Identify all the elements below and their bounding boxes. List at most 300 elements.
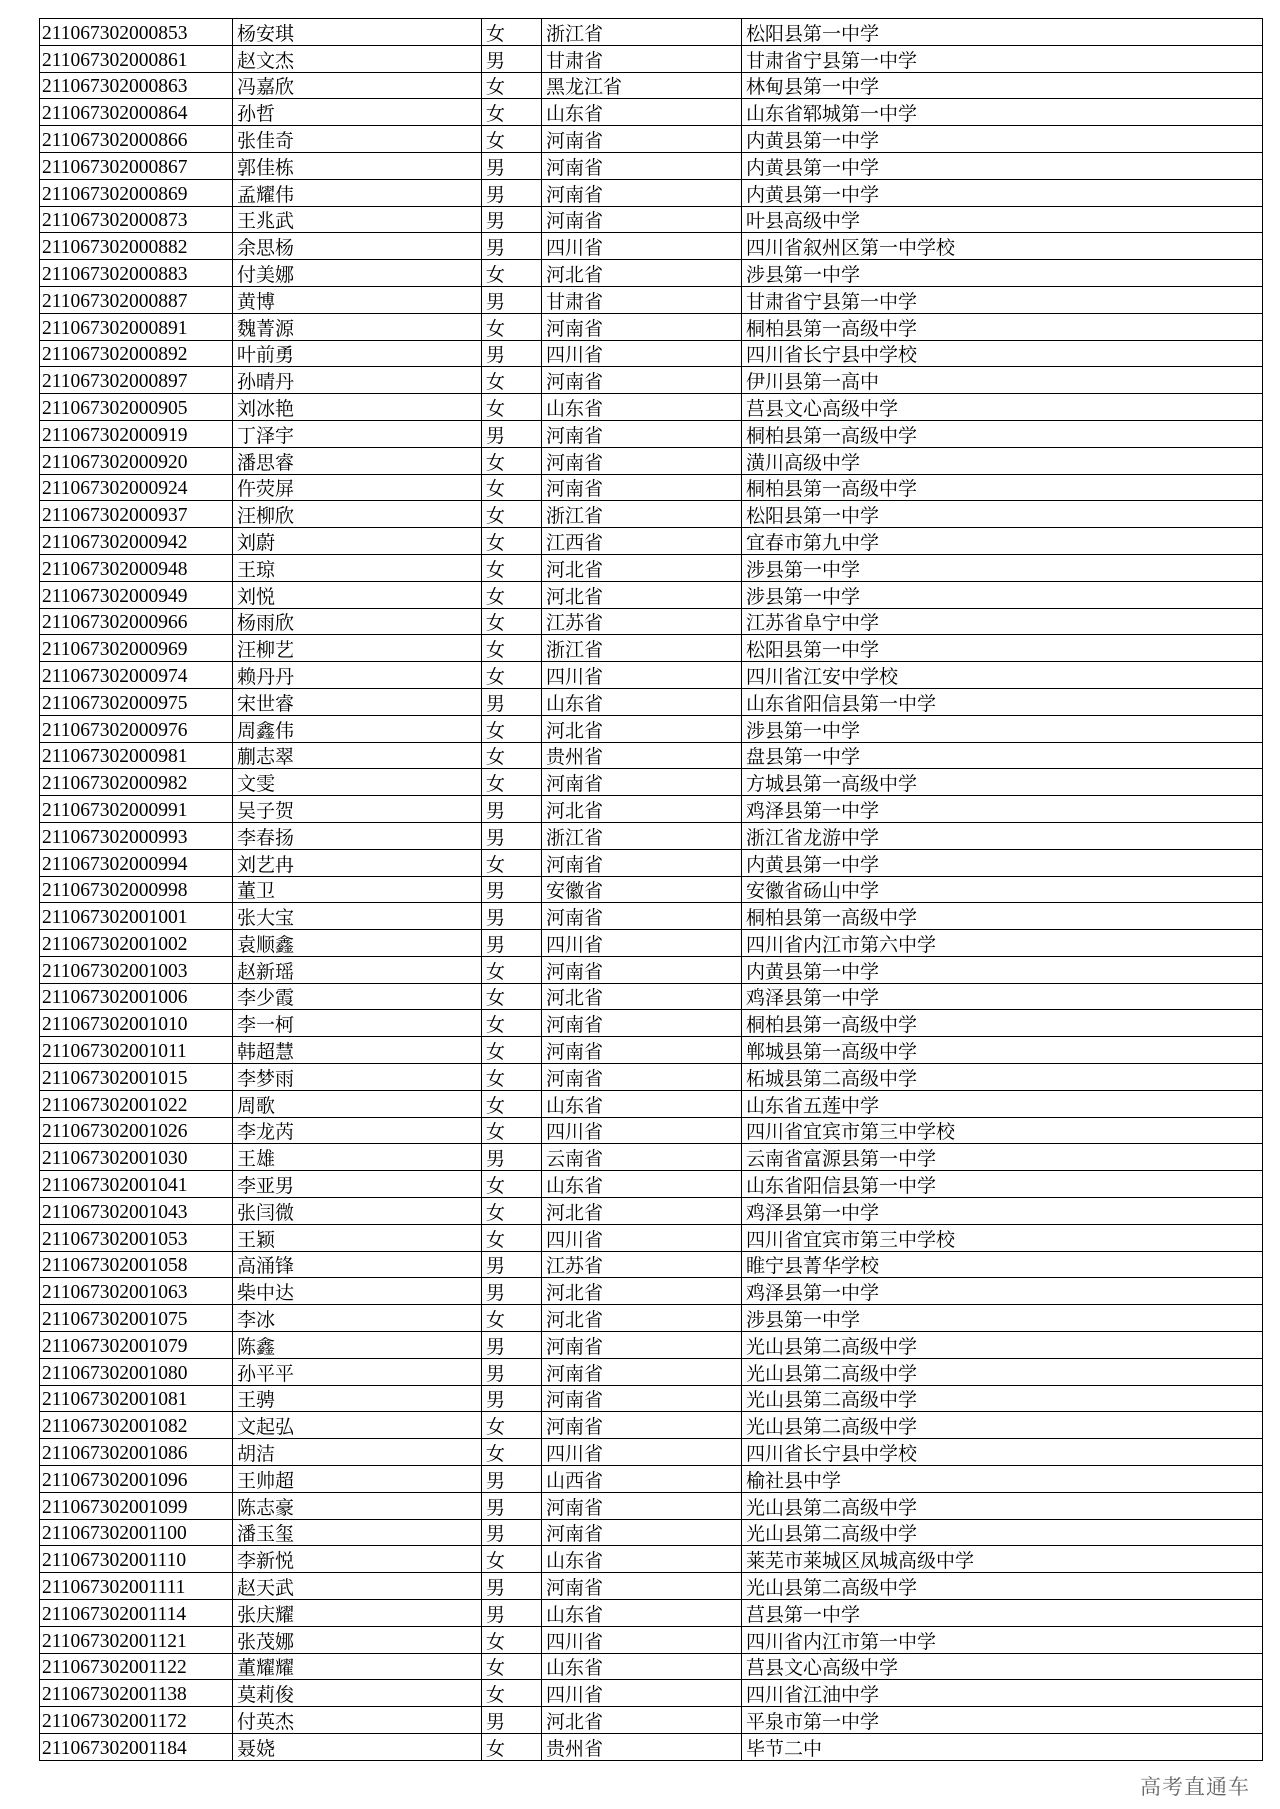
province-cell: 河北省 <box>542 715 742 742</box>
table-row <box>40 1064 1263 1091</box>
table-row <box>40 286 1263 313</box>
name-cell: 李冰 <box>233 1305 482 1332</box>
gender-cell: 男 <box>482 1385 542 1412</box>
province-cell: 河南省 <box>542 367 742 394</box>
name-cell: 袁顺鑫 <box>233 930 482 957</box>
gender-cell: 女 <box>482 1412 542 1439</box>
gender-cell: 男 <box>482 420 542 447</box>
name-cell: 杨雨欣 <box>233 608 482 635</box>
table-row <box>40 608 1263 635</box>
exam-id-cell: 211067302001172 <box>40 1707 233 1734</box>
name-cell: 韩超慧 <box>233 1037 482 1064</box>
school-cell: 甘肃省宁县第一中学 <box>742 45 1263 72</box>
gender-cell: 男 <box>482 1707 542 1734</box>
name-cell: 孙晴丹 <box>233 367 482 394</box>
exam-id-cell: 211067302000924 <box>40 474 233 501</box>
table-row <box>40 313 1263 340</box>
school-cell: 涉县第一中学 <box>742 554 1263 581</box>
province-cell: 四川省 <box>542 1439 742 1466</box>
table-row <box>40 1600 1263 1627</box>
school-cell: 莒县文心高级中学 <box>742 1653 1263 1680</box>
province-cell: 江苏省 <box>542 608 742 635</box>
name-cell: 丁泽宇 <box>233 420 482 447</box>
gender-cell: 女 <box>482 1090 542 1117</box>
province-cell: 河北省 <box>542 1278 742 1305</box>
name-cell: 王颖 <box>233 1224 482 1251</box>
name-cell: 胡洁 <box>233 1439 482 1466</box>
gender-cell: 女 <box>482 1117 542 1144</box>
table-row <box>40 1251 1263 1278</box>
exam-id-cell: 211067302001075 <box>40 1305 233 1332</box>
table-row <box>40 1224 1263 1251</box>
name-cell: 王帅超 <box>233 1466 482 1493</box>
name-cell: 汪柳欣 <box>233 501 482 528</box>
school-cell: 松阳县第一中学 <box>742 635 1263 662</box>
exam-id-cell: 211067302000948 <box>40 554 233 581</box>
name-cell: 赵天武 <box>233 1573 482 1600</box>
gender-cell: 女 <box>482 1305 542 1332</box>
gender-cell: 女 <box>482 849 542 876</box>
province-cell: 山西省 <box>542 1466 742 1493</box>
table-row <box>40 1332 1263 1359</box>
school-cell: 柘城县第二高级中学 <box>742 1064 1263 1091</box>
gender-cell: 女 <box>482 501 542 528</box>
province-cell: 甘肃省 <box>542 286 742 313</box>
exam-id-cell: 211067302000869 <box>40 179 233 206</box>
province-cell: 河南省 <box>542 956 742 983</box>
school-cell: 山东省郓城第一中学 <box>742 99 1263 126</box>
name-cell: 赵文杰 <box>233 45 482 72</box>
province-cell: 河北省 <box>542 796 742 823</box>
gender-cell: 女 <box>482 662 542 689</box>
table-row <box>40 367 1263 394</box>
province-cell: 四川省 <box>542 662 742 689</box>
gender-cell: 男 <box>482 796 542 823</box>
name-cell: 张闫微 <box>233 1198 482 1225</box>
exam-id-cell: 211067302000863 <box>40 72 233 99</box>
exam-id-cell: 211067302000861 <box>40 45 233 72</box>
school-cell: 光山县第二高级中学 <box>742 1573 1263 1600</box>
exam-id-cell: 211067302001010 <box>40 1010 233 1037</box>
table-row <box>40 1117 1263 1144</box>
school-cell: 光山县第二高级中学 <box>742 1385 1263 1412</box>
province-cell: 江西省 <box>542 528 742 555</box>
table-row <box>40 769 1263 796</box>
name-cell: 李亚男 <box>233 1171 482 1198</box>
school-cell: 光山县第二高级中学 <box>742 1412 1263 1439</box>
name-cell: 冯嘉欣 <box>233 72 482 99</box>
school-cell: 山东省五莲中学 <box>742 1090 1263 1117</box>
school-cell: 四川省江安中学校 <box>742 662 1263 689</box>
name-cell: 孙平平 <box>233 1358 482 1385</box>
school-cell: 睢宁县菁华学校 <box>742 1251 1263 1278</box>
gender-cell: 女 <box>482 367 542 394</box>
table-row <box>40 662 1263 689</box>
province-cell: 四川省 <box>542 930 742 957</box>
exam-id-cell: 211067302001043 <box>40 1198 233 1225</box>
province-cell: 河南省 <box>542 903 742 930</box>
school-cell: 盘县第一中学 <box>742 742 1263 769</box>
gender-cell: 男 <box>482 286 542 313</box>
school-cell: 莒县第一中学 <box>742 1600 1263 1627</box>
school-cell: 四川省宜宾市第三中学校 <box>742 1117 1263 1144</box>
table-row <box>40 1680 1263 1707</box>
table-row <box>40 206 1263 233</box>
gender-cell: 女 <box>482 1010 542 1037</box>
name-cell: 杨安琪 <box>233 19 482 46</box>
name-cell: 付美娜 <box>233 260 482 287</box>
gender-cell: 女 <box>482 1626 542 1653</box>
gender-cell: 男 <box>482 1466 542 1493</box>
province-cell: 河南省 <box>542 1412 742 1439</box>
table-row <box>40 849 1263 876</box>
province-cell: 河北省 <box>542 554 742 581</box>
name-cell: 刘冰艳 <box>233 394 482 421</box>
gender-cell: 女 <box>482 447 542 474</box>
exam-id-cell: 211067302000969 <box>40 635 233 662</box>
table-row <box>40 1037 1263 1064</box>
table-row <box>40 1492 1263 1519</box>
school-cell: 林甸县第一中学 <box>742 72 1263 99</box>
name-cell: 董耀耀 <box>233 1653 482 1680</box>
province-cell: 河南省 <box>542 1332 742 1359</box>
name-cell: 汪柳艺 <box>233 635 482 662</box>
name-cell: 李新悦 <box>233 1546 482 1573</box>
province-cell: 河南省 <box>542 1010 742 1037</box>
school-cell: 松阳县第一中学 <box>742 19 1263 46</box>
gender-cell: 男 <box>482 152 542 179</box>
school-cell: 郸城县第一高级中学 <box>742 1037 1263 1064</box>
table-row <box>40 930 1263 957</box>
school-cell: 内黄县第一中学 <box>742 152 1263 179</box>
table-row <box>40 1466 1263 1493</box>
gender-cell: 女 <box>482 260 542 287</box>
province-cell: 山东省 <box>542 394 742 421</box>
school-cell: 光山县第二高级中学 <box>742 1358 1263 1385</box>
name-cell: 陈鑫 <box>233 1332 482 1359</box>
exam-id-cell: 211067302001122 <box>40 1653 233 1680</box>
name-cell: 李龙芮 <box>233 1117 482 1144</box>
exam-id-cell: 211067302001015 <box>40 1064 233 1091</box>
table-row <box>40 447 1263 474</box>
name-cell: 张茂娜 <box>233 1626 482 1653</box>
table-row <box>40 1305 1263 1332</box>
province-cell: 四川省 <box>542 1117 742 1144</box>
name-cell: 魏菁源 <box>233 313 482 340</box>
gender-cell: 女 <box>482 635 542 662</box>
name-cell: 刘悦 <box>233 581 482 608</box>
gender-cell: 女 <box>482 126 542 153</box>
school-cell: 四川省内江市第六中学 <box>742 930 1263 957</box>
school-cell: 叶县高级中学 <box>742 206 1263 233</box>
gender-cell: 男 <box>482 1251 542 1278</box>
school-cell: 方城县第一高级中学 <box>742 769 1263 796</box>
exam-id-cell: 211067302000975 <box>40 688 233 715</box>
province-cell: 河北省 <box>542 1198 742 1225</box>
gender-cell: 男 <box>482 233 542 260</box>
exam-id-cell: 211067302000991 <box>40 796 233 823</box>
school-cell: 浙江省龙游中学 <box>742 822 1263 849</box>
exam-id-cell: 211067302001081 <box>40 1385 233 1412</box>
school-cell: 桐柏县第一高级中学 <box>742 474 1263 501</box>
school-cell: 桐柏县第一高级中学 <box>742 313 1263 340</box>
name-cell: 叶前勇 <box>233 340 482 367</box>
province-cell: 山东省 <box>542 99 742 126</box>
table-row <box>40 796 1263 823</box>
name-cell: 潘思睿 <box>233 447 482 474</box>
name-cell: 周歌 <box>233 1090 482 1117</box>
school-cell: 涉县第一中学 <box>742 260 1263 287</box>
province-cell: 河南省 <box>542 474 742 501</box>
gender-cell: 男 <box>482 1358 542 1385</box>
gender-cell: 女 <box>482 769 542 796</box>
school-cell: 榆社县中学 <box>742 1466 1263 1493</box>
school-cell: 内黄县第一中学 <box>742 849 1263 876</box>
exam-id-cell: 211067302001079 <box>40 1332 233 1359</box>
school-cell: 莒县文心高级中学 <box>742 394 1263 421</box>
exam-id-cell: 211067302001003 <box>40 956 233 983</box>
name-cell: 李春扬 <box>233 822 482 849</box>
province-cell: 河南省 <box>542 152 742 179</box>
exam-id-cell: 211067302001096 <box>40 1466 233 1493</box>
gender-cell: 女 <box>482 1037 542 1064</box>
province-cell: 河南省 <box>542 206 742 233</box>
province-cell: 山东省 <box>542 688 742 715</box>
school-cell: 四川省叙州区第一中学校 <box>742 233 1263 260</box>
name-cell: 付英杰 <box>233 1707 482 1734</box>
table-row <box>40 1010 1263 1037</box>
exam-id-cell: 211067302001058 <box>40 1251 233 1278</box>
school-cell: 光山县第二高级中学 <box>742 1519 1263 1546</box>
gender-cell: 女 <box>482 983 542 1010</box>
province-cell: 河南省 <box>542 1358 742 1385</box>
school-cell: 鸡泽县第一中学 <box>742 1278 1263 1305</box>
province-cell: 山东省 <box>542 1171 742 1198</box>
table-row <box>40 99 1263 126</box>
name-cell: 孙哲 <box>233 99 482 126</box>
table-row <box>40 45 1263 72</box>
gender-cell: 男 <box>482 930 542 957</box>
table-row <box>40 1734 1263 1761</box>
school-cell: 鸡泽县第一中学 <box>742 1198 1263 1225</box>
name-cell: 李少霞 <box>233 983 482 1010</box>
school-cell: 四川省长宁县中学校 <box>742 340 1263 367</box>
table-row <box>40 1358 1263 1385</box>
table-row <box>40 983 1263 1010</box>
exam-id-cell: 211067302000981 <box>40 742 233 769</box>
province-cell: 河北省 <box>542 1305 742 1332</box>
province-cell: 河南省 <box>542 849 742 876</box>
name-cell: 文起弘 <box>233 1412 482 1439</box>
name-cell: 赵新瑶 <box>233 956 482 983</box>
school-cell: 桐柏县第一高级中学 <box>742 903 1263 930</box>
school-cell: 莱芜市莱城区凤城高级中学 <box>742 1546 1263 1573</box>
table-row <box>40 554 1263 581</box>
table-row <box>40 1144 1263 1171</box>
province-cell: 河南省 <box>542 1385 742 1412</box>
school-cell: 甘肃省宁县第一中学 <box>742 286 1263 313</box>
gender-cell: 女 <box>482 99 542 126</box>
gender-cell: 女 <box>482 956 542 983</box>
exam-id-cell: 211067302000994 <box>40 849 233 876</box>
table-row <box>40 340 1263 367</box>
gender-cell: 男 <box>482 1573 542 1600</box>
table-row <box>40 19 1263 46</box>
table-row <box>40 903 1263 930</box>
gender-cell: 男 <box>482 903 542 930</box>
gender-cell: 女 <box>482 72 542 99</box>
province-cell: 浙江省 <box>542 822 742 849</box>
province-cell: 贵州省 <box>542 1734 742 1761</box>
province-cell: 河北省 <box>542 983 742 1010</box>
gender-cell: 女 <box>482 474 542 501</box>
province-cell: 河南省 <box>542 1037 742 1064</box>
gender-cell: 男 <box>482 1278 542 1305</box>
table-row <box>40 1439 1263 1466</box>
name-cell: 孟耀伟 <box>233 179 482 206</box>
exam-id-cell: 211067302000998 <box>40 876 233 903</box>
watermark: 高考直通车 <box>1140 1775 1250 1799</box>
table-row <box>40 1412 1263 1439</box>
exam-id-cell: 211067302000974 <box>40 662 233 689</box>
name-cell: 赖丹丹 <box>233 662 482 689</box>
name-cell: 张庆耀 <box>233 1600 482 1627</box>
gender-cell: 女 <box>482 554 542 581</box>
name-cell: 周鑫伟 <box>233 715 482 742</box>
name-cell: 李梦雨 <box>233 1064 482 1091</box>
exam-id-cell: 211067302001099 <box>40 1492 233 1519</box>
province-cell: 河南省 <box>542 313 742 340</box>
table-row <box>40 1653 1263 1680</box>
exam-id-cell: 211067302000937 <box>40 501 233 528</box>
province-cell: 河南省 <box>542 126 742 153</box>
exam-id-cell: 211067302001022 <box>40 1090 233 1117</box>
exam-id-cell: 211067302001110 <box>40 1546 233 1573</box>
exam-id-cell: 211067302001002 <box>40 930 233 957</box>
province-cell: 四川省 <box>542 1626 742 1653</box>
school-cell: 鸡泽县第一中学 <box>742 796 1263 823</box>
school-cell: 光山县第二高级中学 <box>742 1332 1263 1359</box>
exam-id-cell: 211067302001080 <box>40 1358 233 1385</box>
province-cell: 甘肃省 <box>542 45 742 72</box>
gender-cell: 男 <box>482 1519 542 1546</box>
school-cell: 潢川高级中学 <box>742 447 1263 474</box>
admission-list-table <box>39 18 1263 1761</box>
exam-id-cell: 211067302000920 <box>40 447 233 474</box>
exam-id-cell: 211067302000919 <box>40 420 233 447</box>
province-cell: 河南省 <box>542 1573 742 1600</box>
exam-id-cell: 211067302000883 <box>40 260 233 287</box>
exam-id-cell: 211067302001121 <box>40 1626 233 1653</box>
gender-cell: 女 <box>482 19 542 46</box>
table-row <box>40 1546 1263 1573</box>
exam-id-cell: 211067302001100 <box>40 1519 233 1546</box>
gender-cell: 男 <box>482 1492 542 1519</box>
school-cell: 云南省富源县第一中学 <box>742 1144 1263 1171</box>
school-cell: 鸡泽县第一中学 <box>742 983 1263 1010</box>
school-cell: 涉县第一中学 <box>742 581 1263 608</box>
exam-id-cell: 211067302001006 <box>40 983 233 1010</box>
name-cell: 仵荧屏 <box>233 474 482 501</box>
name-cell: 文雯 <box>233 769 482 796</box>
table-row <box>40 126 1263 153</box>
province-cell: 河南省 <box>542 1492 742 1519</box>
table-row <box>40 876 1263 903</box>
province-cell: 浙江省 <box>542 635 742 662</box>
name-cell: 张佳奇 <box>233 126 482 153</box>
name-cell: 郭佳栋 <box>233 152 482 179</box>
table-row <box>40 1198 1263 1225</box>
gender-cell: 女 <box>482 1198 542 1225</box>
exam-id-cell: 211067302000882 <box>40 233 233 260</box>
table-row <box>40 1090 1263 1117</box>
gender-cell: 男 <box>482 206 542 233</box>
gender-cell: 男 <box>482 1600 542 1627</box>
name-cell: 张大宝 <box>233 903 482 930</box>
table-row <box>40 715 1263 742</box>
school-cell: 伊川县第一高中 <box>742 367 1263 394</box>
exam-id-cell: 211067302001026 <box>40 1117 233 1144</box>
province-cell: 河北省 <box>542 1707 742 1734</box>
school-cell: 桐柏县第一高级中学 <box>742 420 1263 447</box>
school-cell: 四川省江油中学 <box>742 1680 1263 1707</box>
gender-cell: 女 <box>482 742 542 769</box>
table-row <box>40 179 1263 206</box>
table-row <box>40 956 1263 983</box>
name-cell: 陈志豪 <box>233 1492 482 1519</box>
table-row <box>40 635 1263 662</box>
exam-id-cell: 211067302001041 <box>40 1171 233 1198</box>
name-cell: 董卫 <box>233 876 482 903</box>
school-cell: 四川省宜宾市第三中学校 <box>742 1224 1263 1251</box>
school-cell: 平泉市第一中学 <box>742 1707 1263 1734</box>
name-cell: 高涌锋 <box>233 1251 482 1278</box>
name-cell: 聂娆 <box>233 1734 482 1761</box>
exam-id-cell: 211067302001111 <box>40 1573 233 1600</box>
table-row <box>40 420 1263 447</box>
province-cell: 河北省 <box>542 260 742 287</box>
school-cell: 涉县第一中学 <box>742 715 1263 742</box>
province-cell: 山东省 <box>542 1546 742 1573</box>
exam-id-cell: 211067302000949 <box>40 581 233 608</box>
gender-cell: 女 <box>482 1171 542 1198</box>
exam-id-cell: 211067302000873 <box>40 206 233 233</box>
exam-id-cell: 211067302001138 <box>40 1680 233 1707</box>
gender-cell: 男 <box>482 688 542 715</box>
table-row <box>40 394 1263 421</box>
province-cell: 江苏省 <box>542 1251 742 1278</box>
province-cell: 黑龙江省 <box>542 72 742 99</box>
name-cell: 柴中达 <box>233 1278 482 1305</box>
exam-id-cell: 211067302000993 <box>40 822 233 849</box>
province-cell: 四川省 <box>542 340 742 367</box>
school-cell: 毕节二中 <box>742 1734 1263 1761</box>
gender-cell: 男 <box>482 45 542 72</box>
exam-id-cell: 211067302000891 <box>40 313 233 340</box>
gender-cell: 女 <box>482 1653 542 1680</box>
name-cell: 王兆武 <box>233 206 482 233</box>
province-cell: 浙江省 <box>542 501 742 528</box>
school-cell: 山东省阳信县第一中学 <box>742 688 1263 715</box>
province-cell: 贵州省 <box>542 742 742 769</box>
gender-cell: 女 <box>482 1224 542 1251</box>
table-row <box>40 152 1263 179</box>
name-cell: 刘艺冉 <box>233 849 482 876</box>
table-row <box>40 1519 1263 1546</box>
name-cell: 潘玉玺 <box>233 1519 482 1546</box>
gender-cell: 女 <box>482 313 542 340</box>
school-cell: 四川省长宁县中学校 <box>742 1439 1263 1466</box>
